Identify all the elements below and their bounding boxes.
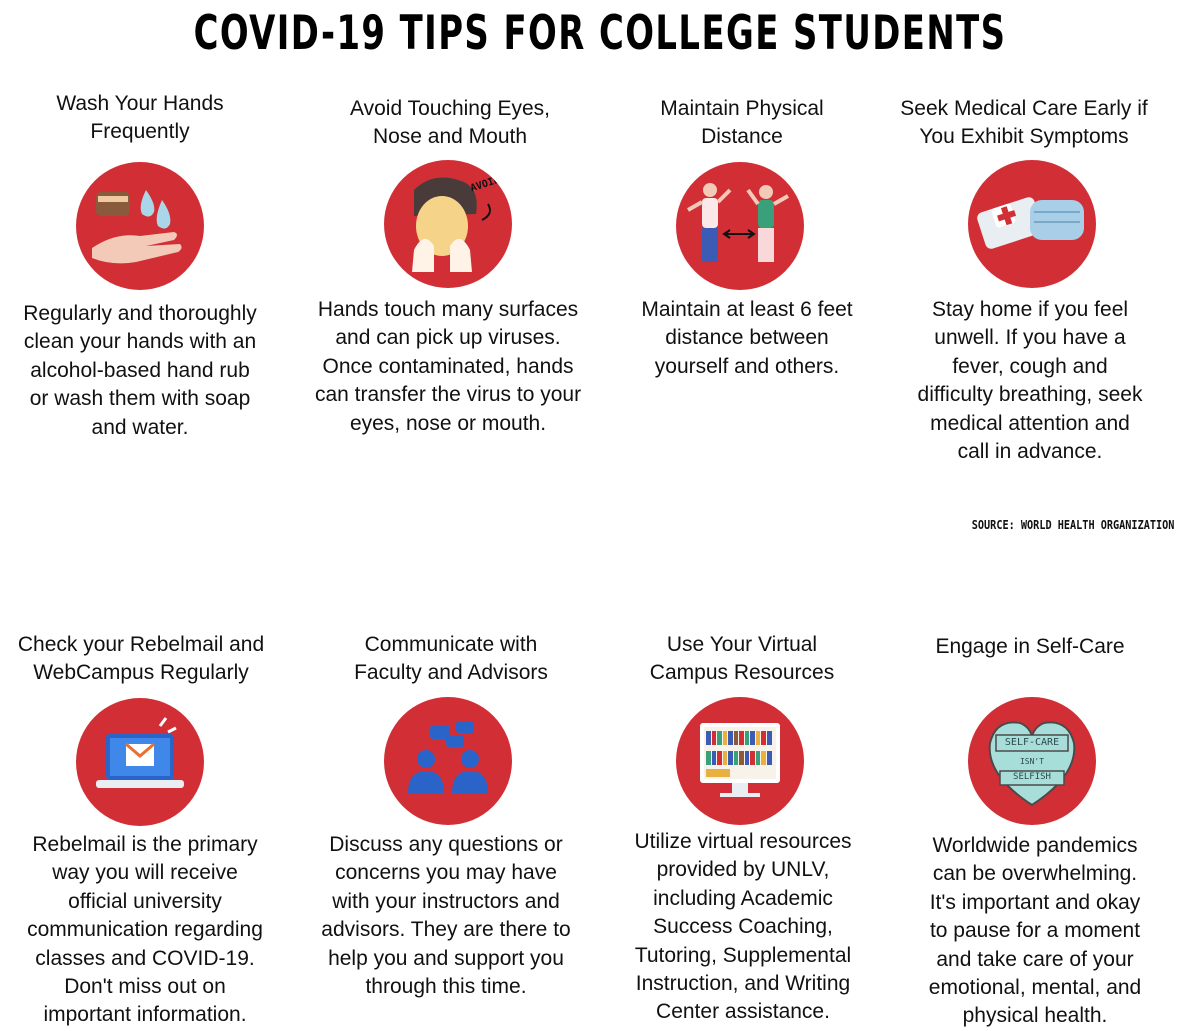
tip-heading: Use Your Virtual Campus Resources	[649, 633, 835, 684]
laptop-mail-icon	[76, 698, 204, 826]
page-title: COVID-19 TIPS FOR COLLEGE STUDENTS	[193, 6, 1007, 61]
avoid-label: AVOID!	[469, 172, 507, 195]
tip-self-care	[885, 633, 1175, 661]
chat-people-icon	[384, 697, 512, 825]
social-distance-icon	[676, 162, 804, 290]
bookshelf-monitor-icon	[676, 697, 804, 825]
tip-physical-distance-body: Maintain at least 6 feet distance between yourself and others.	[641, 298, 853, 378]
tip-physical-distance	[597, 95, 887, 151]
tip-rebelmail-body: Rebelmail is the primary way you will receive official university communication regarding classes and COVID-19. Don't miss out on important information.	[27, 833, 263, 1027]
tip-virtual-resources-body: Utilize virtual resources provided by UNLV, including Academic Success Coaching, Tutoring, Supplemental Instruction, and Writing Center assistance.	[634, 830, 852, 1024]
tip-avoid-touching-body: Hands touch many surfaces and can pick up viruses. Once contaminated, hands can transfer the virus to your eyes, nose or mouth.	[314, 298, 582, 435]
hand-washing-icon	[76, 162, 204, 290]
tip-heading: Wash Your Hands Frequently	[56, 92, 224, 143]
tip-rebelmail	[0, 631, 286, 687]
self-care-label: SELF-CARE	[1004, 737, 1060, 748]
tip-wash-hands-body: Regularly and thoroughly clean your hands with an alcohol-based hand rub or wash them with soap and water.	[23, 302, 257, 439]
tip-seek-care	[878, 95, 1170, 151]
source-note: SOURCE: WORLD HEALTH ORGANIZATION	[971, 518, 1174, 532]
face-touch-icon	[384, 160, 512, 288]
isnt-label: ISN'T	[1019, 757, 1045, 766]
heart-self-care-icon	[968, 697, 1096, 825]
tip-heading: Maintain Physical Distance	[660, 97, 824, 148]
tip-communicate	[306, 631, 596, 687]
selfish-label: SELFISH	[1013, 772, 1051, 782]
tip-heading: Check your Rebelmail and WebCampus Regularly	[17, 633, 265, 684]
tip-heading: Avoid Touching Eyes, Nose and Mouth	[349, 97, 551, 148]
tip-virtual-resources	[597, 631, 887, 687]
tip-communicate-body: Discuss any questions or concerns you may have with your instructors and advisors. They are there to help you and support you through this time.	[321, 833, 571, 999]
tip-seek-care-body: Stay home if you feel unwell. If you have a fever, cough and difficulty breathing, seek medical attention and call in advance.	[917, 298, 1143, 464]
tip-heading: Communicate with Faculty and Advisors	[354, 633, 548, 684]
tip-heading: Engage in Self-Care	[935, 635, 1125, 658]
medical-card-mask-icon	[968, 160, 1096, 288]
tip-wash-hands	[0, 90, 285, 146]
tip-heading: Seek Medical Care Early if You Exhibit Symptoms	[900, 97, 1148, 148]
tip-self-care-body: Worldwide pandemics can be overwhelming. It's important and okay to pause for a moment and take care of your emotional, mental, and physical health.	[928, 834, 1142, 1028]
tip-avoid-touching	[305, 95, 595, 151]
